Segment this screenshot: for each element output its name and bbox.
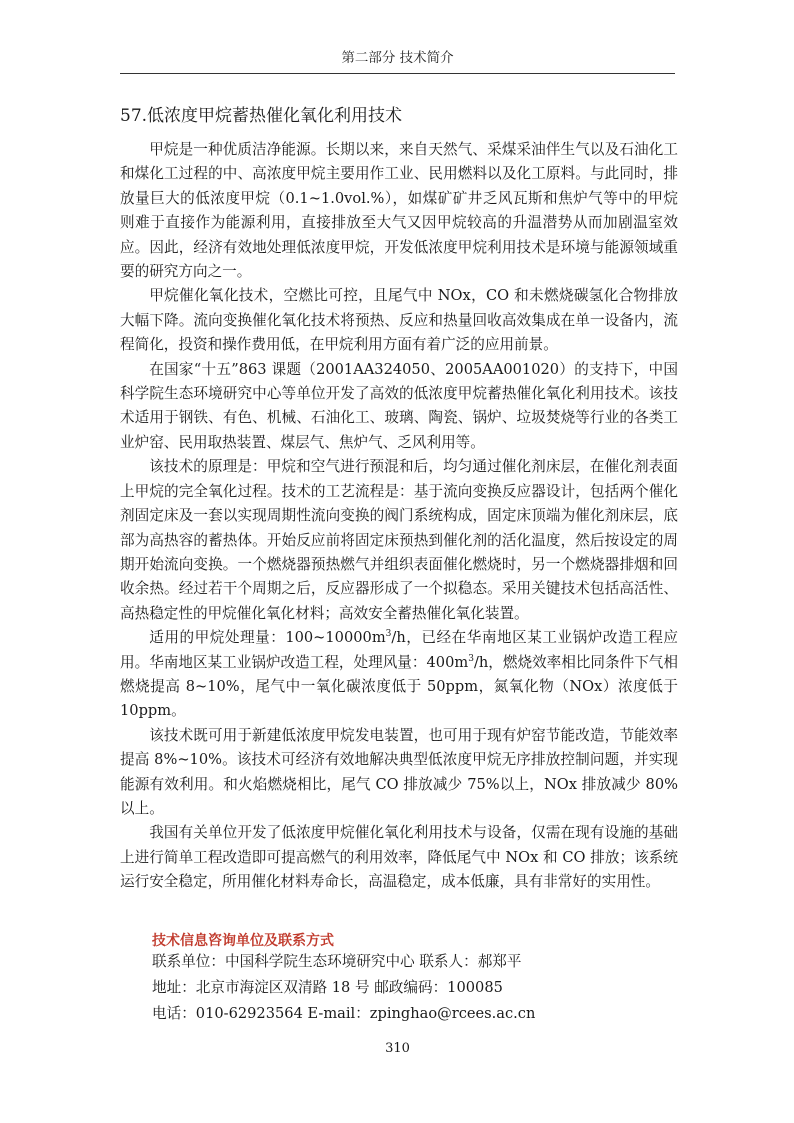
paragraph-5-part-2: /h，已经在华南地区某工业锅炉改造工程应用。华南地区某工业锅炉改造工程，处理风量：400m — [120, 629, 678, 671]
paragraph-6: 该技术既可用于新建低浓度甲烷发电装置，也可用于现有炉窑节能改造，节能效率提高 8%~10%。该技术可经济有效地解决典型低浓度甲烷无序排放控制问题，并实现能源有效利用。和火焰燃烧相比，尾气 CO 排放减少 75%以上，NOx 排放减少 80%以上。 — [120, 726, 678, 817]
header-rule — [120, 73, 675, 74]
paragraph-1: 甲烷是一种优质洁净能源。长期以来，来自天然气、采煤采油伴生气以及石油化工和煤化工过程的中、高浓度甲烷主要用作工业、民用燃料以及化工原料。与此同时，排放量巨大的低浓度甲烷（0.1~1.0vol.%），如煤矿矿井乏风瓦斯和焦炉气等中的甲烷则难于直接作为能源利用，直接排放至大气又因甲烷较高的升温潜势从而加剧温室效应。因此，经济有效地处理低浓度甲烷，开发低浓度甲烷利用技术是环境与能源领域重要的研究方向之一。 — [120, 141, 678, 281]
paragraph-5 — [120, 626, 678, 724]
paragraph-7: 我国有关单位开发了低浓度甲烷催化氧化利用技术与设备，仅需在现有设施的基础上进行简单工程改造即可提高燃气的利用效率，降低尾气中 NOx 和 CO 排放；该系统运行安全稳定，所用催化材料寿命长，高温稳定，成本低廉，具有非常好的实用性。 — [120, 824, 678, 891]
contact-phone-email: 电话：010-62923564 E-mail：zpinghao@rcees.ac.cn — [152, 1005, 536, 1022]
page-number: 310 — [385, 1041, 410, 1056]
contact-address: 地址：北京市海淀区双清路 18 号 邮政编码：100085 — [152, 979, 503, 996]
paragraph-5-part-1: 适用的甲烷处理量：100~10000m — [149, 629, 386, 647]
section-title: 57.低浓度甲烷蓄热催化氧化利用技术 — [120, 106, 403, 126]
superscript-3: 3 — [385, 629, 392, 640]
contact-heading: 技术信息咨询单位及联系方式 — [152, 933, 334, 949]
paragraph-2: 甲烷催化氧化技术，空燃比可控，且尾气中 NOx，CO 和未燃烧碳氢化合物排放大幅下降。流向变换催化氧化技术将预热、反应和热量回收高效集成在单一设备内，流程简化，投资和操作费用低，在甲烷利用方面有着广泛的应用前景。 — [120, 287, 678, 354]
body-text — [120, 138, 678, 895]
paragraph-4: 该技术的原理是：甲烷和空气进行预混和后，均匀通过催化剂床层，在催化剂表面上甲烷的完全氧化过程。技术的工艺流程是：基于流向变换反应器设计，包括两个催化剂固定床及一套以实现周期性流向变换的阀门系统构成，固定床顶端为催化剂床层，底部为高热容的蓄热体。开始反应前将固定床预热到催化剂的活化温度，然后按设定的周期开始流向变换。一个燃烧器预热燃气并组织表面催化燃烧时，另一个燃烧器排烟和回收余热。经过若干个周期之后，反应器形成了一个拟稳态。采用关键技术包括高活性、高热稳定性的甲烷催化氧化材料；高效安全蓄热催化氧化装置。 — [120, 458, 678, 622]
running-header: 第二部分 技术简介 — [341, 50, 454, 66]
contact-unit: 联系单位：中国科学院生态环境研究中心 联系人：郝郑平 — [152, 953, 522, 970]
contact-block — [152, 949, 672, 1027]
paragraph-3: 在国家“十五”863 课题（2001AA324050、2005AA001020）的支持下，中国科学院生态环境研究中心等单位开发了高效的低浓度甲烷蓄热催化氧化利用技术。该技术适用于钢铁、有色、机械、石油化工、玻璃、陶瓷、锅炉、垃圾焚烧等行业的各类工业炉窑、民用取热装置、煤层气、焦炉气、乏风利用等。 — [120, 360, 678, 451]
superscript-3: 3 — [468, 653, 474, 664]
paragraph-5-part-3: /h，燃烧效率相比同条件下气相燃烧提高 8~10%，尾气中一氧化碳浓度低于 50ppm，氮氧化物（NOx）浓度低于 10ppm。 — [120, 653, 678, 720]
